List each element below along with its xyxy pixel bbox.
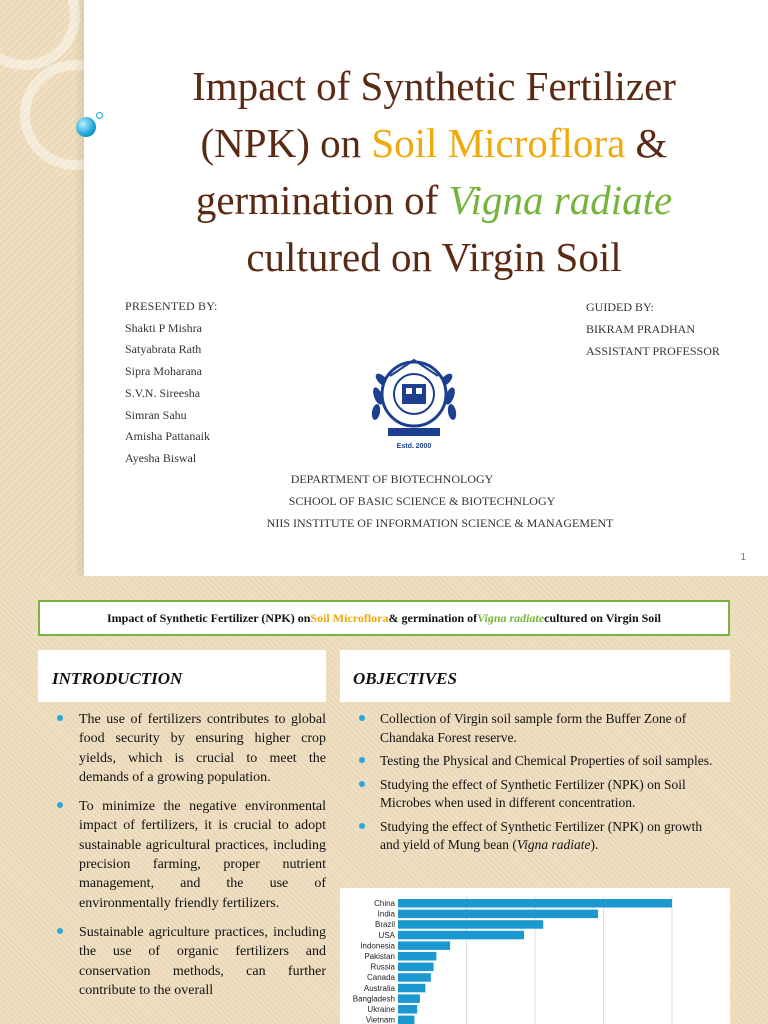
banner-highlight-vigna-radiate: Vigna radiate bbox=[477, 610, 545, 625]
introduction-bullet: The use of fertilizers contributes to global food security by ensuring higher crop yields, which is crucial to meet the demands of a growing population. bbox=[40, 710, 326, 787]
bar-ukraine bbox=[398, 1005, 417, 1014]
category-label: Australia bbox=[363, 983, 395, 993]
title-line-4: cultured on Virgin Soil bbox=[246, 234, 622, 280]
guided-by-block bbox=[586, 296, 720, 362]
banner-highlight-soil-microflora: Soil Microflora bbox=[310, 610, 389, 625]
page-number: 1 bbox=[740, 552, 746, 563]
guide-role: ASSISTANT PROFESSOR bbox=[586, 344, 720, 358]
institute-line: NIIS INSTITUTE OF INFORMATION SCIENCE & MANAGEMENT bbox=[266, 516, 614, 530]
title-line-1: Impact of Synthetic Fertilizer bbox=[192, 63, 676, 109]
category-label: Indonesia bbox=[360, 941, 395, 951]
introduction-heading: INTRODUCTION bbox=[52, 669, 183, 688]
school-line: SCHOOL OF BASIC SCIENCE & BIOTECHNLOGY bbox=[288, 494, 556, 508]
bar-china bbox=[398, 899, 672, 908]
country-bar-chart bbox=[340, 888, 730, 1024]
category-label: Ukraine bbox=[367, 1005, 395, 1014]
objective-italic-vigna-radiate: Vigna radiate bbox=[516, 837, 591, 852]
bar-bangladesh bbox=[398, 994, 420, 1003]
introduction-header-box bbox=[38, 650, 326, 702]
category-label: Russia bbox=[370, 962, 395, 972]
presenter-name: Shakti P Mishra bbox=[125, 320, 202, 335]
bar-canada bbox=[398, 973, 431, 982]
guide-name: BIKRAM PRADHAN bbox=[586, 322, 696, 336]
bar-india bbox=[398, 910, 598, 919]
objective-bullet: Studying the effect of Synthetic Fertilizer (NPK) on growth and yield of Mung bean (Vigna radiate). bbox=[342, 818, 724, 855]
presenter-name: Amisha Pattanaik bbox=[125, 429, 210, 444]
presenter-name: Simran Sahu bbox=[125, 407, 187, 422]
bar-brazil bbox=[398, 920, 543, 929]
presenter-name: Satyabrata Rath bbox=[125, 342, 202, 357]
objective-bullet: Collection of Virgin soil sample form the Buffer Zone of Chandaka Forest reserve. bbox=[342, 710, 724, 747]
bar-australia bbox=[398, 984, 425, 993]
presenter-name: Ayesha Biswal bbox=[125, 450, 197, 465]
category-label: India bbox=[377, 909, 395, 919]
department-block bbox=[200, 468, 680, 534]
bar-usa bbox=[398, 931, 524, 940]
title-highlight-soil-microflora: Soil Microflora bbox=[371, 120, 626, 166]
presented-by-list bbox=[125, 296, 218, 470]
bar-vietnam bbox=[398, 1016, 414, 1024]
institute-logo bbox=[368, 348, 460, 456]
category-label: China bbox=[374, 899, 395, 908]
category-label: Vietnam bbox=[365, 1015, 395, 1024]
guided-by-header: GUIDED BY: bbox=[586, 300, 654, 314]
title-line-3: germination of Vigna radiate bbox=[195, 177, 673, 223]
objectives-heading: OBJECTIVES bbox=[353, 669, 457, 688]
introduction-bullet: To minimize the negative environmental impact of fertilizers, it is crucial to adopt sustainable agricultural practices, including precision farming, proper nutrient management, and the use of environmentally friendly fertilizers. bbox=[40, 797, 326, 913]
introduction-bullet: Sustainable agriculture practices, including the use of organic fertilizers and conservation methods, can further contribute to the overall bbox=[40, 923, 326, 1000]
decorative-blue-ball-icon bbox=[76, 117, 96, 137]
slide-2 bbox=[0, 576, 768, 1024]
bar-russia bbox=[398, 963, 434, 972]
category-label: Bangladesh bbox=[352, 994, 395, 1004]
category-label: Canada bbox=[366, 973, 395, 983]
title-banner: Impact of Synthetic Fertilizer (NPK) on Soil Microflora & germination of Vigna radiate cultured on Virgin Soil bbox=[38, 600, 730, 636]
presented-by-header: PRESENTED BY: bbox=[125, 299, 218, 313]
slide-title bbox=[100, 58, 768, 286]
title-line-2: (NPK) on Soil Microflora & bbox=[200, 120, 668, 166]
title-highlight-vigna-radiate: Vigna radiate bbox=[448, 177, 673, 223]
objectives-header-box bbox=[340, 650, 730, 702]
bar-pakistan bbox=[398, 952, 436, 961]
category-label: USA bbox=[378, 930, 395, 940]
introduction-list bbox=[40, 710, 326, 1010]
objectives-list bbox=[342, 710, 724, 860]
department-line: DEPARTMENT OF BIOTECHNOLOGY bbox=[290, 472, 494, 486]
presenter-name: Sipra Moharana bbox=[125, 364, 202, 379]
bar-chart-svg bbox=[340, 888, 730, 1024]
objective-bullet: Studying the effect of Synthetic Fertilizer (NPK) on Soil Microbes when used in different concentration. bbox=[342, 776, 724, 813]
objective-bullet: Testing the Physical and Chemical Properties of soil samples. bbox=[342, 752, 724, 771]
category-label: Pakistan bbox=[364, 952, 395, 961]
presenter-name: S.V.N. Sireesha bbox=[125, 385, 201, 400]
category-label: Brazil bbox=[374, 920, 395, 930]
bar-indonesia bbox=[398, 941, 450, 950]
logo-estd-text: Estd. 2000 bbox=[396, 443, 432, 450]
